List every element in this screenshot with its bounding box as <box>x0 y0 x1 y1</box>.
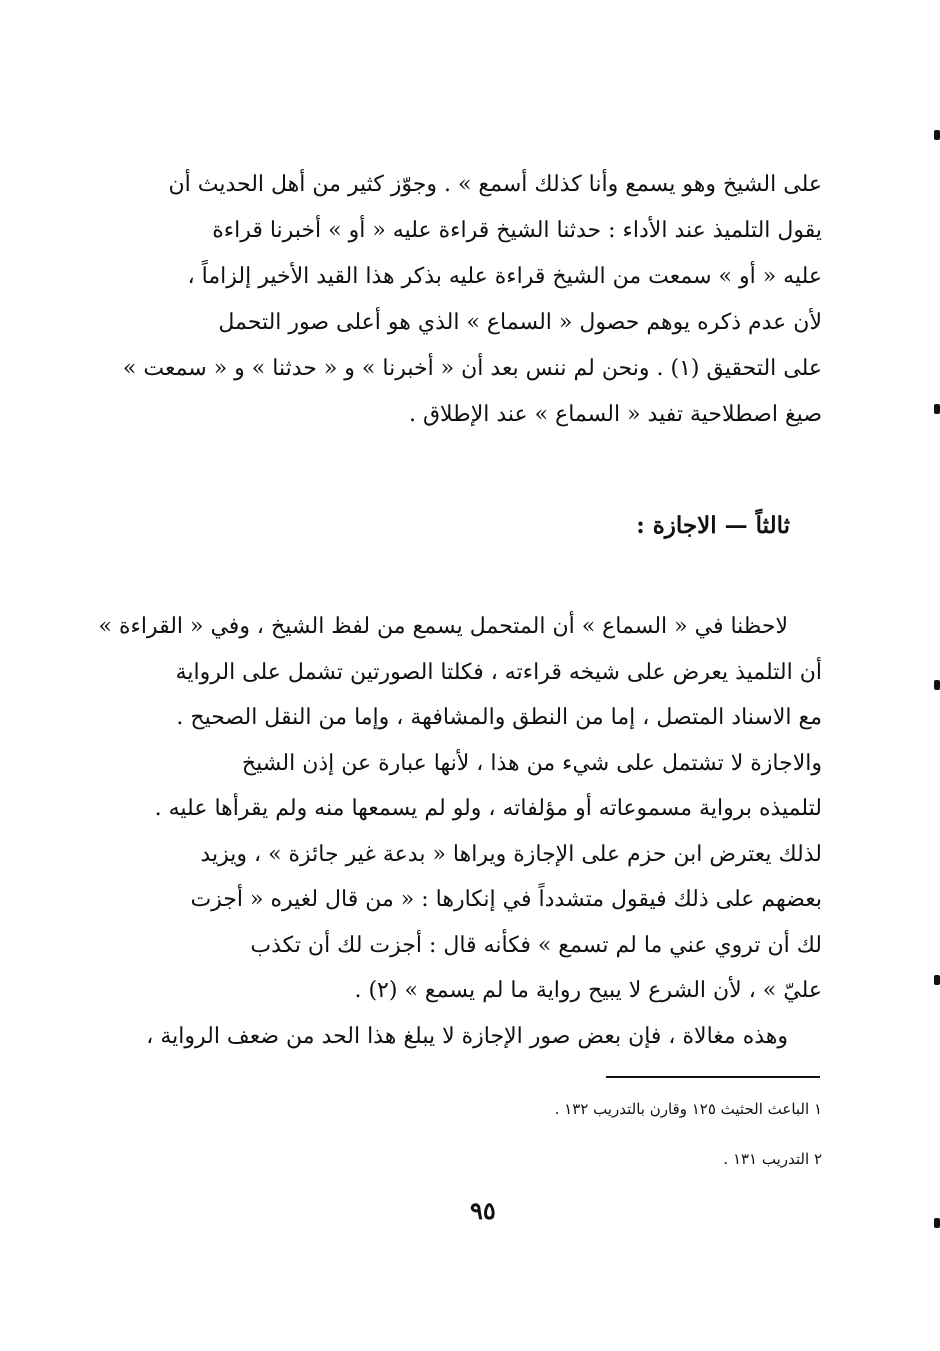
margin-mark <box>934 680 940 690</box>
paragraph-sama <box>122 162 822 438</box>
text-line: والاجازة لا تشتمل على شيء من هذا ، لأنها عبارة عن إذن الشيخ <box>241 750 822 776</box>
text-line: يقول التلميذ عند الأداء : حدثنا الشيخ قراءة عليه « أو » أخبرنا قراءة <box>212 218 822 243</box>
page-number: ٩٥ <box>470 1196 496 1225</box>
margin-mark <box>934 130 940 140</box>
footnote-divider <box>606 1076 820 1078</box>
text-line: لاحظنا في « السماع » أن المتحمل يسمع من لفظ الشيخ ، وفي « القراءة » <box>98 614 788 639</box>
text-line: بعضهم على ذلك فيقول متشدداً في إنكارها : « من قال لغيره « أجزت <box>190 887 822 912</box>
section-heading: ثالثاً — الاجازة : <box>636 512 790 539</box>
text-line: عليه « أو » سمعت من الشيخ قراءة عليه بذكر هذا القيد الأخير إلزاماً ، <box>187 264 822 289</box>
text-line: لذلك يعترض ابن حزم على الإجازة ويراها « بدعة غير جائزة » ، ويزيد <box>200 841 822 867</box>
margin-mark <box>934 404 940 414</box>
text-line: على التحقيق (١) . ونحن لم ننس بعد أن « أخبرنا » و « حدثنا » و « سمعت » <box>122 356 822 381</box>
text-line: لك أن تروي عني ما لم تسمع » فكأنه قال : أجزت لك أن تكذب <box>250 932 822 958</box>
text-line: صيغ اصطلاحية تفيد « السماع » عند الإطلاق . <box>409 402 822 427</box>
margin-mark <box>934 975 940 985</box>
margin-mark <box>934 1218 940 1228</box>
text-line: عليّ » ، لأن الشرع لا يبيح رواية ما لم يسمع » (٢) . <box>354 978 822 1003</box>
footnote-2: ٢ التدريب ١٣١ . <box>723 1150 822 1168</box>
footnote-1: ١ الباعث الحثيث ١٢٥ وقارن بالتدريب ١٣٢ . <box>554 1100 822 1118</box>
text-line: على الشيخ وهو يسمع وأنا كذلك أسمع » . وجوّز كثير من أهل الحديث أن <box>168 172 822 197</box>
text-line: لتلميذه برواية مسموعاته أو مؤلفاته ، ولو لم يسمعها منه ولم يقرأها عليه . <box>154 796 822 821</box>
text-line: لأن عدم ذكره يوهم حصول « السماع » الذي هو أعلى صور التحمل <box>218 310 822 335</box>
paragraph-ijaza <box>98 604 822 1059</box>
text-line: مع الاسناد المتصل ، إما من النطق والمشافهة ، وإما من النقل الصحيح . <box>176 705 822 730</box>
text-line: وهذه مغالاة ، فإن بعض صور الإجازة لا يبلغ هذا الحد من ضعف الرواية ، <box>146 1023 788 1049</box>
text-line: أن التلميذ يعرض على شيخه قراءته ، فكلتا الصورتين تشمل على الرواية <box>175 659 822 685</box>
